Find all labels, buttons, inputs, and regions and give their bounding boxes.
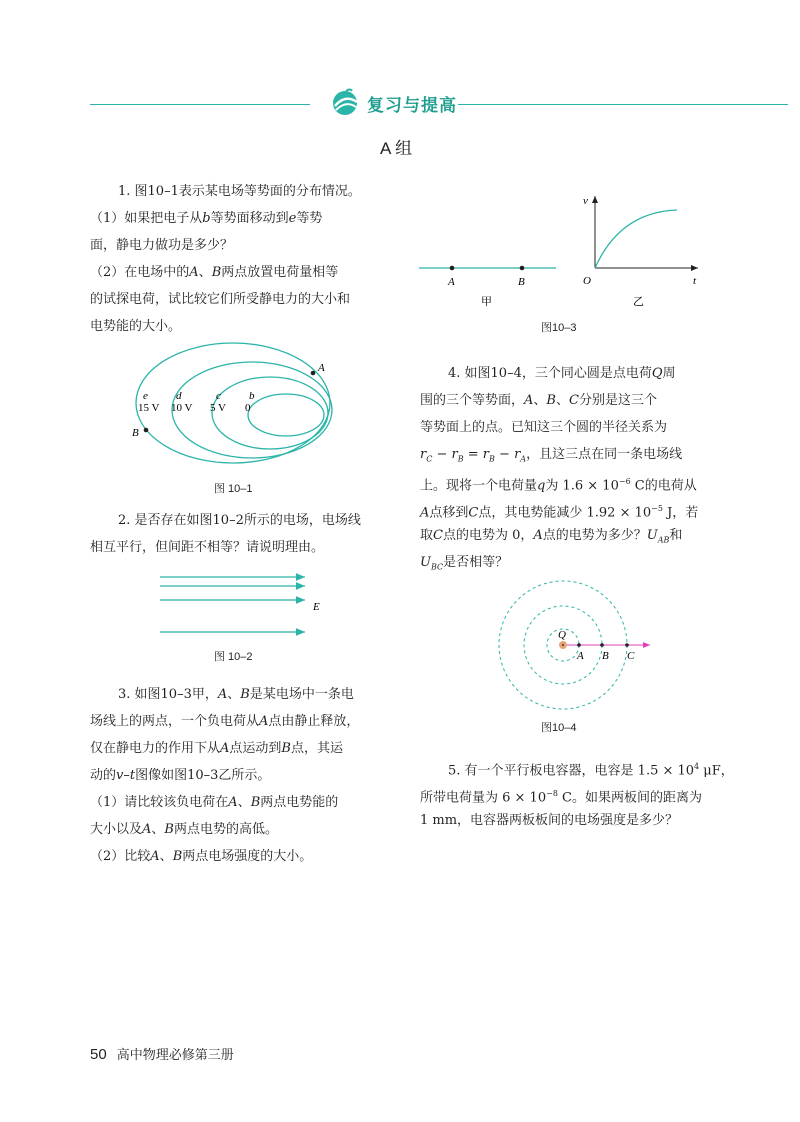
- q1-sub2-line2: 的试探电荷，试比较它们所受静电力的大小和: [90, 292, 351, 307]
- header-rule-right: [458, 104, 788, 105]
- q3-line4: 动的v–t图像如图10–3乙所示。: [90, 768, 271, 783]
- potential-b: 0: [245, 402, 251, 414]
- figure-10-2: [155, 568, 335, 643]
- q3-line1: 3. 如图10–3甲，A、B是某电场中一条电: [118, 687, 354, 702]
- q3-line2: 场线上的两点，一个负电荷从A点由静止释放，: [90, 714, 360, 729]
- q4-line1: 4. 如图10–4，三个同心圆是点电荷Q周: [448, 366, 676, 381]
- q4-line6: A点移到C点，其电势能减少 $1.92 \times 10^{-5}$ J，若: [420, 504, 699, 521]
- label-c: c: [216, 390, 221, 402]
- equipotential-e: [136, 343, 330, 463]
- q4-line4: $r_C - r_B = r_B - r_A$，且这三点在同一条电场线: [420, 447, 683, 464]
- figure-10-3-caption: 图10–3: [541, 322, 577, 334]
- section-logo-icon: [330, 88, 362, 116]
- point-B-dot: [144, 428, 149, 433]
- field-label-E: E: [313, 601, 320, 613]
- point-A-dot: [577, 643, 581, 647]
- label-Q: Q: [558, 629, 566, 641]
- q5-line3: 1 mm，电容器两板板间的电场强度是多少？: [420, 813, 679, 828]
- q1-sub1-line1: （1）如果把电子从b等势面移动到e等势: [90, 211, 323, 226]
- point-A-dot: [450, 266, 455, 271]
- potential-c: 5 V: [210, 402, 226, 414]
- q3-line3: 仅在静电力的作用下从A点运动到B点，其运: [90, 741, 343, 756]
- figure-10-4-caption: 图10–4: [541, 722, 577, 734]
- axis-v-label: v: [583, 195, 588, 207]
- header-rule-left: [90, 104, 310, 105]
- label-jia: 甲: [481, 296, 492, 308]
- q4-line3: 等势面上的点。已知这三个圆的半径关系为: [420, 420, 668, 435]
- q1-sub1-line2: 面，静电力做功是多少？: [90, 238, 234, 253]
- label-yi: 乙: [633, 296, 644, 308]
- q1-sub2-line3: 电势能的大小。: [90, 319, 182, 334]
- point-B-dot: [600, 643, 604, 647]
- point-A-dot: [311, 371, 316, 376]
- equipotential-c: [212, 377, 328, 449]
- label-d: d: [176, 390, 182, 402]
- origin-label: O: [583, 275, 591, 287]
- figure-10-4: [488, 575, 658, 715]
- equipotential-b: [248, 394, 324, 436]
- point-C-label: C: [627, 650, 635, 662]
- q5-line2: 所带电荷量为 $6 \times 10^{-8}$ C。如果两板间的距离为: [420, 789, 702, 806]
- q1-sub2-line1: （2）在电场中的A、B两点放置电荷量相等: [90, 265, 339, 280]
- point-B-label: B: [518, 276, 525, 288]
- label-e: e: [143, 390, 148, 402]
- potential-e: 15 V: [138, 402, 160, 414]
- figure-10-1: [120, 340, 350, 470]
- equipotential-d: [172, 362, 332, 458]
- point-A-label: A: [577, 650, 584, 662]
- q4-line5: 上。现将一个电荷量q为 $1.6 \times 10^{-6}$ C的电荷从: [420, 477, 697, 494]
- book-title: 高中物理必修第三册: [116, 1047, 234, 1062]
- axis-t-label: t: [693, 275, 697, 287]
- potential-d: 10 V: [171, 402, 193, 414]
- page-number: 50: [90, 1046, 107, 1063]
- page-footer: [90, 1044, 234, 1063]
- q3-sub2: （2）比较A、B两点电场强度的大小。: [90, 849, 313, 864]
- point-B-label: B: [132, 427, 139, 439]
- point-A-label: A: [318, 362, 325, 374]
- q2-line1: 2. 是否存在如图10–2所示的电场，电场线: [118, 513, 361, 528]
- v-t-curve: [595, 210, 677, 268]
- q1-stem: 1. 图10–1表示某电场等势面的分布情况。: [118, 184, 361, 199]
- q3-sub1-line2: 大小以及A、B两点电势的高低。: [90, 822, 278, 837]
- group-title: A 组: [380, 139, 413, 158]
- point-C-dot: [625, 643, 629, 647]
- point-A-label: A: [448, 276, 455, 288]
- figure-10-3: [415, 190, 710, 310]
- point-B-label: B: [602, 650, 609, 662]
- point-B-dot: [520, 266, 525, 271]
- figure-10-1-caption: 图 10–1: [214, 483, 253, 495]
- q4-line7: 取C点的电势为 0，A点的电势为多少？$U_{AB}$和: [420, 528, 683, 545]
- q4-line2: 围的三个等势面，A、B、C分别是这三个: [420, 393, 657, 408]
- q3-sub1-line1: （1）请比较该负电荷在A、B两点电势能的: [90, 795, 339, 810]
- section-title: 复习与提高: [367, 96, 457, 115]
- label-b: b: [249, 390, 255, 402]
- q2-line2: 相互平行，但间距不相等？请说明理由。: [90, 540, 325, 555]
- q5-line1: 5. 有一个平行板电容器，电容是 $1.5 \times 10^4$ μF，: [448, 762, 734, 779]
- figure-10-2-caption: 图 10–2: [214, 651, 253, 663]
- q4-line8: $U_{BC}$是否相等？: [420, 555, 509, 572]
